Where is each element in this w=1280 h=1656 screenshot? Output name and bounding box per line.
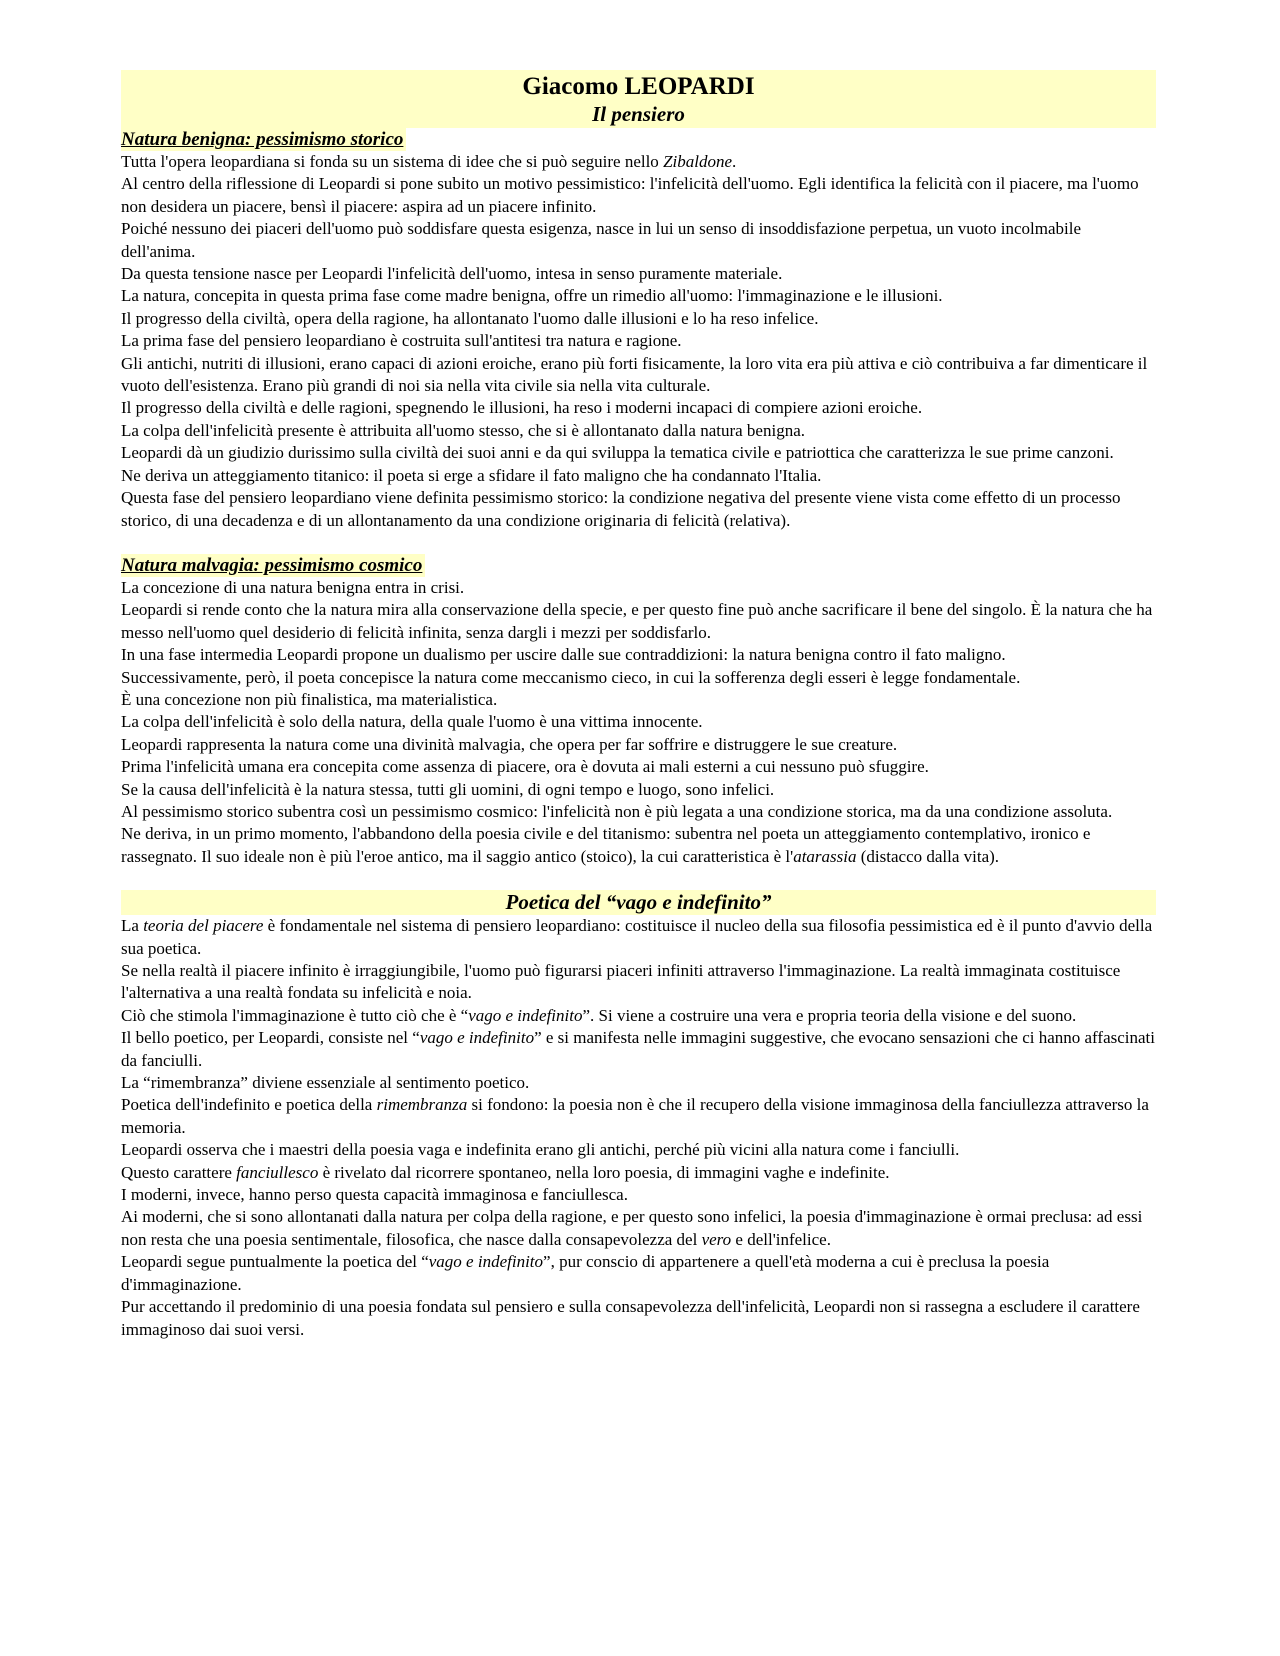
text-run: Leopardi segue puntualmente la poetica del “: [121, 1252, 429, 1272]
paragraph: [121, 756, 1156, 778]
text-run: Gli antichi, nutriti di illusioni, erano capaci di azioni eroiche, erano più forti fisicamente, la loro vita era più attiva e ciò contribuiva a far dimenticare il vuoto dell'esistenza. Erano più grandi di noi sia nella vita civile sia nella vita culturale.: [121, 353, 1148, 396]
italic-run: teoria del piacere: [143, 916, 264, 936]
paragraph: [121, 644, 1156, 666]
italic-run: atarassia: [793, 846, 857, 866]
text-run: I moderni, invece, hanno perso questa capacità immaginosa e fanciullesca.: [121, 1185, 628, 1205]
paragraph: [121, 465, 1156, 487]
paragraph: [121, 1094, 1156, 1139]
paragraph: [121, 1027, 1156, 1072]
text-run: Al pessimismo storico subentra così un pessimismo cosmico: l'infelicità non è più legata a una condizione storica, ma da una condizione assoluta.: [121, 801, 1113, 821]
paragraph: [121, 577, 1156, 599]
section-spacer: [121, 868, 1156, 890]
paragraph: [121, 1005, 1156, 1027]
section-natura-malvagia: [121, 554, 1156, 868]
text-run: Leopardi osserva che i maestri della poesia vaga e indefinita erano gli antichi, perché più vicini alla natura come i fanciulli.: [121, 1140, 960, 1160]
text-run: Se la causa dell'infelicità è la natura stessa, tutti gli uomini, di ogni tempo e luogo, sono infelici.: [121, 779, 775, 799]
section-natura-benigna: [121, 128, 1156, 532]
text-run: La concezione di una natura benigna entra in crisi.: [121, 577, 465, 597]
text-run: La natura, concepita in questa prima fase come madre benigna, offre un rimedio all'uomo: l'immaginazione e le illusioni.: [121, 286, 943, 306]
text-run: Il progresso della civiltà e delle ragioni, spegnendo le illusioni, ha reso i moderni incapaci di compiere azioni eroiche.: [121, 398, 923, 418]
section-body: [121, 915, 1156, 1341]
section-spacer: [121, 532, 1156, 554]
paragraph: [121, 960, 1156, 1005]
paragraph: [121, 1296, 1156, 1341]
italic-run: vago e indefinito: [419, 1028, 535, 1048]
paragraph: [121, 330, 1156, 352]
text-run: Da questa tensione nasce per Leopardi l'infelicità dell'uomo, intesa in senso puramente materiale.: [121, 264, 783, 284]
text-run: Successivamente, però, il poeta concepisce la natura come meccanismo cieco, in cui la sofferenza degli esseri è legge fondamentale.: [121, 667, 1021, 687]
paragraph: [121, 1206, 1156, 1251]
text-run: La colpa dell'infelicità presente è attribuita all'uomo stesso, che si è allontanato dalla natura benigna.: [121, 420, 805, 440]
text-run: .: [732, 152, 737, 171]
text-run: (distacco dalla vita).: [856, 846, 1000, 866]
paragraph: [121, 487, 1156, 532]
title-band: [121, 70, 1156, 128]
text-run: Al centro della riflessione di Leopardi si pone subito un motivo pessimistico: l'infelicità dell'uomo. Egli identifica la felicità con il piacere, ma l'uomo non desidera un piacere, bensì il piacere: aspira ad un piacere infinito.: [121, 174, 1139, 216]
section-heading: Natura malvagia: pessimismo cosmico: [121, 554, 425, 577]
text-run: La “rimembranza” diviene essenziale al sentimento poetico.: [121, 1073, 530, 1093]
text-run: Ne deriva un atteggiamento titanico: il poeta si erge a sfidare il fato maligno che ha condannato l'Italia.: [121, 465, 822, 485]
text-run: Leopardi dà un giudizio durissimo sulla civiltà dei suoi anni e da qui sviluppa la tematica civile e patriottica che caratterizza le sue prime canzoni.: [121, 443, 1114, 463]
text-run: Poiché nessuno dei piaceri dell'uomo può soddisfare questa esigenza, nasce in lui un senso di insoddisfazione perpetua, un vuoto incolmabile dell'anima.: [121, 219, 1082, 261]
text-run: Questa fase del pensiero leopardiano viene definita pessimismo storico: la condizione negativa del presente viene vista come effetto di un processo storico, di una decadenza e di un allontanamento da una condizione originaria di felicità (relativa).: [121, 488, 1121, 530]
text-run: Ne deriva, in un primo momento, l'abbandono della poesia civile e del titanismo: subentra nel poeta un atteggiamento contemplativo, ironico e rassegnato. Il suo ideale non è più l'eroe antico, ma il saggio antico (stoico), la cui caratteristica è l': [121, 824, 1091, 866]
italic-run: fanciullesco: [236, 1162, 319, 1182]
section-heading: Natura benigna: pessimismo storico: [121, 128, 406, 151]
text-run: Tutta l'opera leopardiana si fonda su un sistema di idee che si può seguire nello: [121, 152, 664, 171]
paragraph: [121, 823, 1156, 868]
section-heading: Poetica del “vago e indefinito”: [121, 890, 1156, 915]
text-run: Leopardi si rende conto che la natura mira alla conservazione della specie, e per questo fine può anche sacrificare il bene del singolo. È la natura che ha messo nell'uomo quel desiderio di felicità infinita, senza dargli i mezzi per soddisfarlo.: [121, 600, 1153, 642]
paragraph: [121, 308, 1156, 330]
italic-run: rimembranza: [376, 1095, 468, 1115]
text-run: Poetica dell'indefinito e poetica della: [121, 1095, 377, 1115]
italic-run: vero: [701, 1229, 732, 1249]
paragraph: [121, 779, 1156, 801]
text-run: è rivelato dal ricorrere spontaneo, nella loro poesia, di immagini vaghe e indefinite.: [318, 1162, 890, 1182]
paragraph: [121, 1139, 1156, 1161]
paragraph: [121, 263, 1156, 285]
paragraph: [121, 420, 1156, 442]
paragraph: [121, 599, 1156, 644]
paragraph: [121, 1072, 1156, 1094]
text-run: ”. Si viene a costruire una vera e propria teoria della visione e del suono.: [582, 1005, 1077, 1025]
paragraph: [121, 285, 1156, 307]
text-run: In una fase intermedia Leopardi propone un dualismo per uscire dalle sue contraddizioni: la natura benigna contro il fato maligno.: [121, 645, 1006, 665]
text-run: e dell'infelice.: [731, 1229, 831, 1249]
text-run: La: [121, 916, 144, 936]
text-run: Leopardi rappresenta la natura come una divinità malvagia, che opera per far soffrire e distruggere le sue creature.: [121, 734, 898, 754]
text-run: Pur accettando il predominio di una poesia fondata sul pensiero e sulla consapevolezza dell'infelicità, Leopardi non si rassegna a escludere il carattere immaginoso dai suoi versi.: [121, 1297, 1140, 1339]
text-run: Ciò che stimola l'immaginazione è tutto ciò che è “: [121, 1005, 469, 1025]
document-title: Giacomo LEOPARDI: [522, 73, 755, 100]
italic-run: Zibaldone: [663, 152, 733, 171]
paragraph: [121, 734, 1156, 756]
document-subtitle: Il pensiero: [592, 102, 685, 126]
paragraph: [121, 689, 1156, 711]
text-run: Ai moderni, che si sono allontanati dalla natura per colpa della ragione, e per questo sono infelici, la poesia d'immaginazione è ormai preclusa: ad essi non resta che una poesia sentimentale, filosofica, che nasce dalla consapevolezza del: [121, 1207, 1143, 1249]
text-run: Il progresso della civiltà, opera della ragione, ha allontanato l'uomo dalle illusioni e lo ha reso infelice.: [121, 308, 819, 328]
text-run: Se nella realtà il piacere infinito è irraggiungibile, l'uomo può figurarsi piaceri infiniti attraverso l'immaginazione. La realtà immaginata costituisce l'alternativa a una realtà fondata su infelicità e noia.: [121, 961, 1121, 1003]
text-run: ” e si manifesta nelle immagini suggestive, che evocano sensazioni che ci hanno affascinati da fanciulli.: [121, 1028, 1155, 1070]
paragraph: [121, 1162, 1156, 1184]
paragraph: [121, 915, 1156, 960]
section-poetica: [121, 890, 1156, 1341]
italic-run: vago e indefinito: [468, 1005, 583, 1025]
paragraph: [121, 801, 1156, 823]
paragraph: [121, 1184, 1156, 1206]
paragraph: [121, 151, 1156, 173]
paragraph: [121, 1251, 1156, 1296]
section-body: [121, 151, 1156, 532]
paragraph: [121, 667, 1156, 689]
text-run: La colpa dell'infelicità è solo della natura, della quale l'uomo è una vittima innocente.: [121, 712, 703, 732]
text-run: Il bello poetico, per Leopardi, consiste nel “: [121, 1028, 420, 1048]
paragraph: [121, 218, 1156, 263]
text-run: è fondamentale nel sistema di pensiero leopardiano: costituisce il nucleo della sua filosofia pessimistica ed è il punto d'avvio della sua poetica.: [121, 916, 1153, 958]
text-run: È una concezione non più finalistica, ma materialistica.: [121, 689, 498, 709]
paragraph: [121, 711, 1156, 733]
paragraph: [121, 397, 1156, 419]
text-run: La prima fase del pensiero leopardiano è costruita sull'antitesi tra natura e ragione.: [121, 331, 682, 351]
text-run: Questo carattere: [121, 1162, 237, 1182]
paragraph: [121, 353, 1156, 398]
paragraph: [121, 173, 1156, 218]
text-run: ”, pur conscio di appartenere a quell'età moderna a cui è preclusa la poesia d'immaginazione.: [121, 1252, 1050, 1294]
italic-run: vago e indefinito: [428, 1252, 544, 1272]
text-run: si fondono: la poesia non è che il recupero della visione immaginosa della fanciullezza attraverso la memoria.: [121, 1095, 1149, 1137]
text-run: Prima l'infelicità umana era concepita come assenza di piacere, ora è dovuta ai mali esterni a cui nessuno può sfuggire.: [121, 757, 929, 777]
paragraph: [121, 442, 1156, 464]
section-body: [121, 577, 1156, 868]
document-page: [121, 70, 1156, 1341]
